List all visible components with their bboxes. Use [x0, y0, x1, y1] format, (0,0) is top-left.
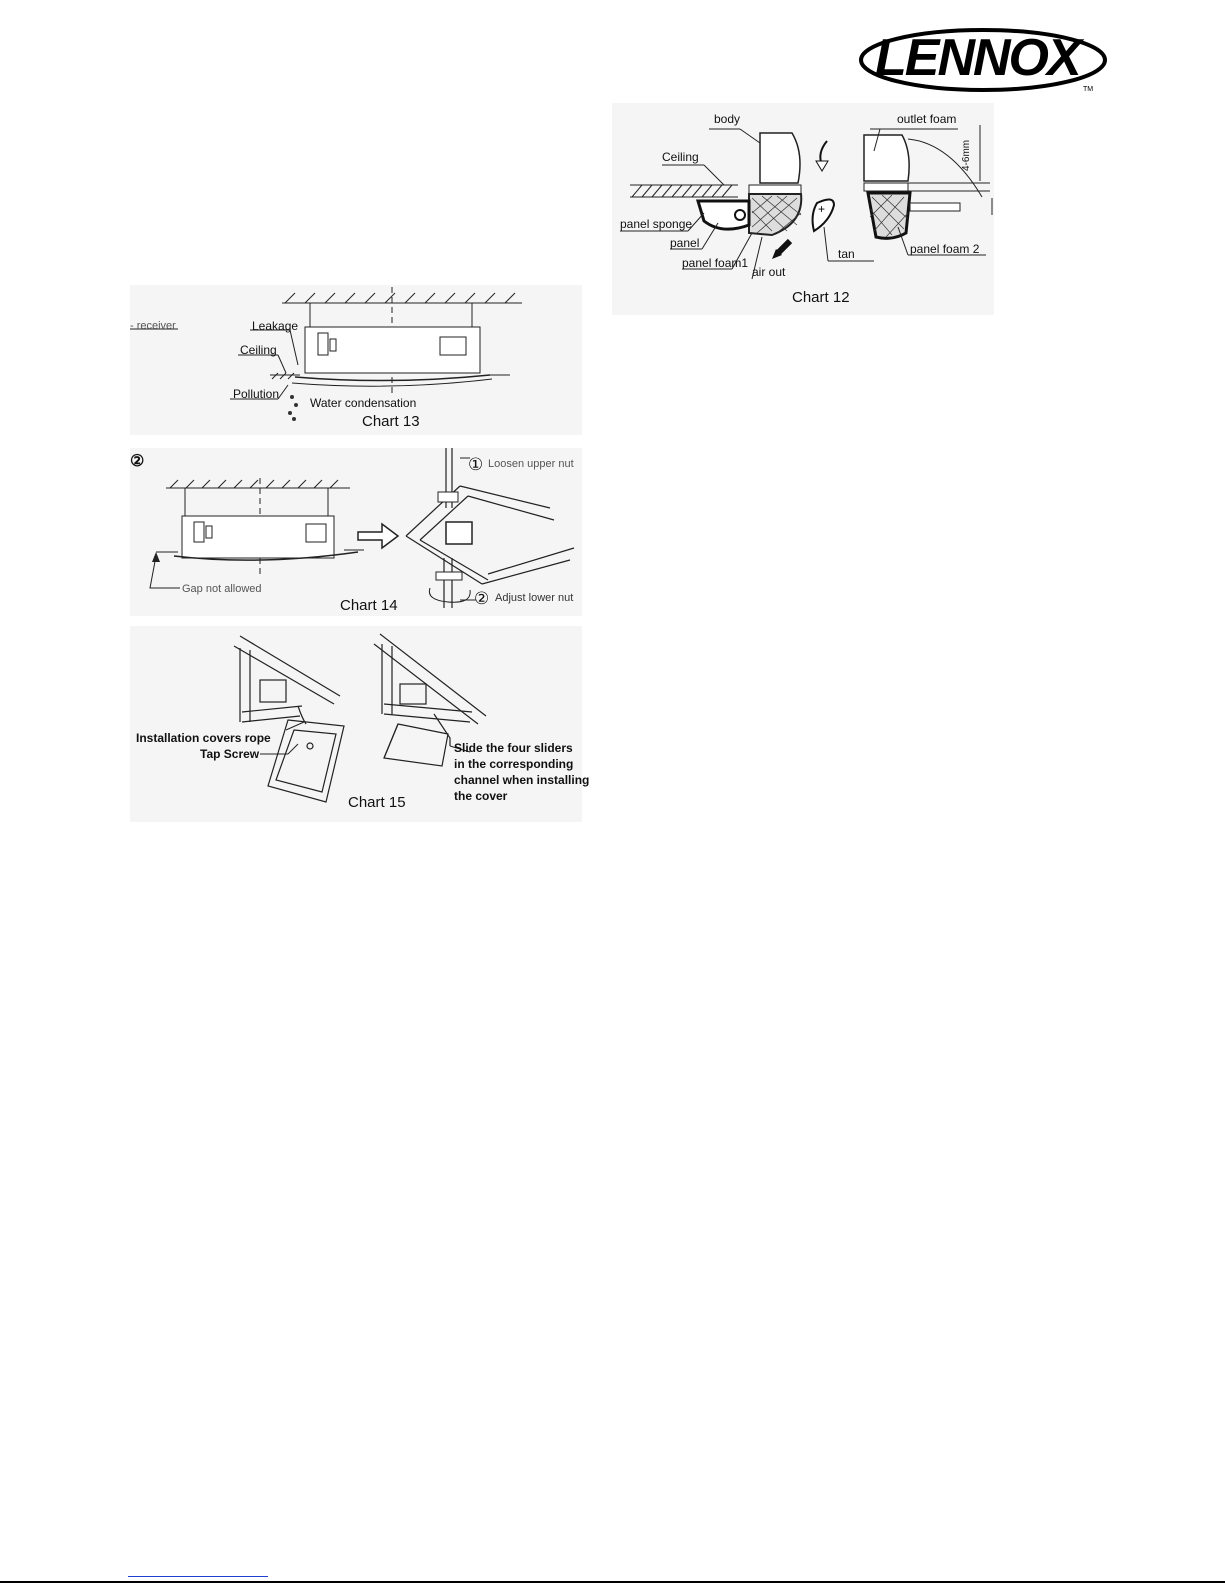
chart-13-label-ceiling: Ceiling [240, 343, 277, 357]
chart-14-step-marker: ② [130, 453, 145, 470]
chart-15-label-slide-line4: the cover [454, 789, 508, 803]
chart-12-label-panel: panel [670, 236, 700, 250]
chart-15-caption: Chart 15 [348, 794, 406, 811]
chart-15-label-screw: Tap Screw [200, 747, 260, 761]
chart-13-label-water: Water condensation [310, 396, 417, 410]
svg-text:+: + [818, 202, 826, 216]
chart-14-step2-number: ② [474, 589, 490, 608]
chart-13-drawing [130, 285, 582, 435]
chart-13-label-leakage: Leakage [252, 319, 299, 333]
chart-12-label-ceiling: Ceiling [662, 150, 699, 164]
chart-15-figure [130, 626, 590, 822]
chart-12-label-tan: tan [838, 247, 855, 261]
chart-12-label-outlet-foam: outlet foam [897, 112, 957, 126]
chart-15-label-slide-line2: in the corresponding [454, 757, 574, 771]
chart-15-drawing [130, 626, 582, 822]
chart-15-label-rope: Installation covers rope [136, 731, 271, 745]
logo-text: LENNOX [875, 29, 1080, 87]
chart-12-dimension: 4-6mm [961, 139, 972, 171]
chart-12-label-panel-foam1: panel foam1 [682, 256, 749, 270]
chart-13-figure [130, 285, 582, 435]
chart-14-step2-text: Adjust lower nut [495, 592, 574, 604]
chart-12-label-air-out: air out [752, 265, 786, 279]
chart-14-caption: Chart 14 [340, 597, 398, 614]
chart-15-label-slide-line1: Slide the four sliders [454, 741, 573, 755]
chart-12-label-panel-sponge: panel sponge [620, 217, 693, 231]
chart-12-label-body: body [714, 112, 741, 126]
chart-14-label-gap: Gap not allowed [182, 583, 262, 595]
chart-14-figure [130, 448, 582, 616]
footer-rule [0, 1581, 1225, 1583]
chart-15-label-slide-line3: channel when installing [454, 773, 590, 787]
footer-link-underline[interactable] [128, 1576, 268, 1577]
chart-14-step1-text: Loosen upper nut [488, 458, 574, 470]
chart-12-label-panel-foam2: panel foam 2 [910, 242, 980, 256]
chart-12-caption: Chart 12 [792, 289, 850, 306]
chart-12-figure [612, 103, 994, 315]
lennox-logo [855, 24, 1110, 96]
chart-13-caption: Chart 13 [362, 413, 420, 430]
chart-14-step1-number: ① [468, 455, 484, 474]
chart-12-drawing [612, 103, 994, 315]
chart-13-label-cut-left: - receiver [130, 320, 176, 332]
logo-trademark: TM [1083, 86, 1094, 93]
chart-13-label-pollution: Pollution [233, 387, 280, 401]
